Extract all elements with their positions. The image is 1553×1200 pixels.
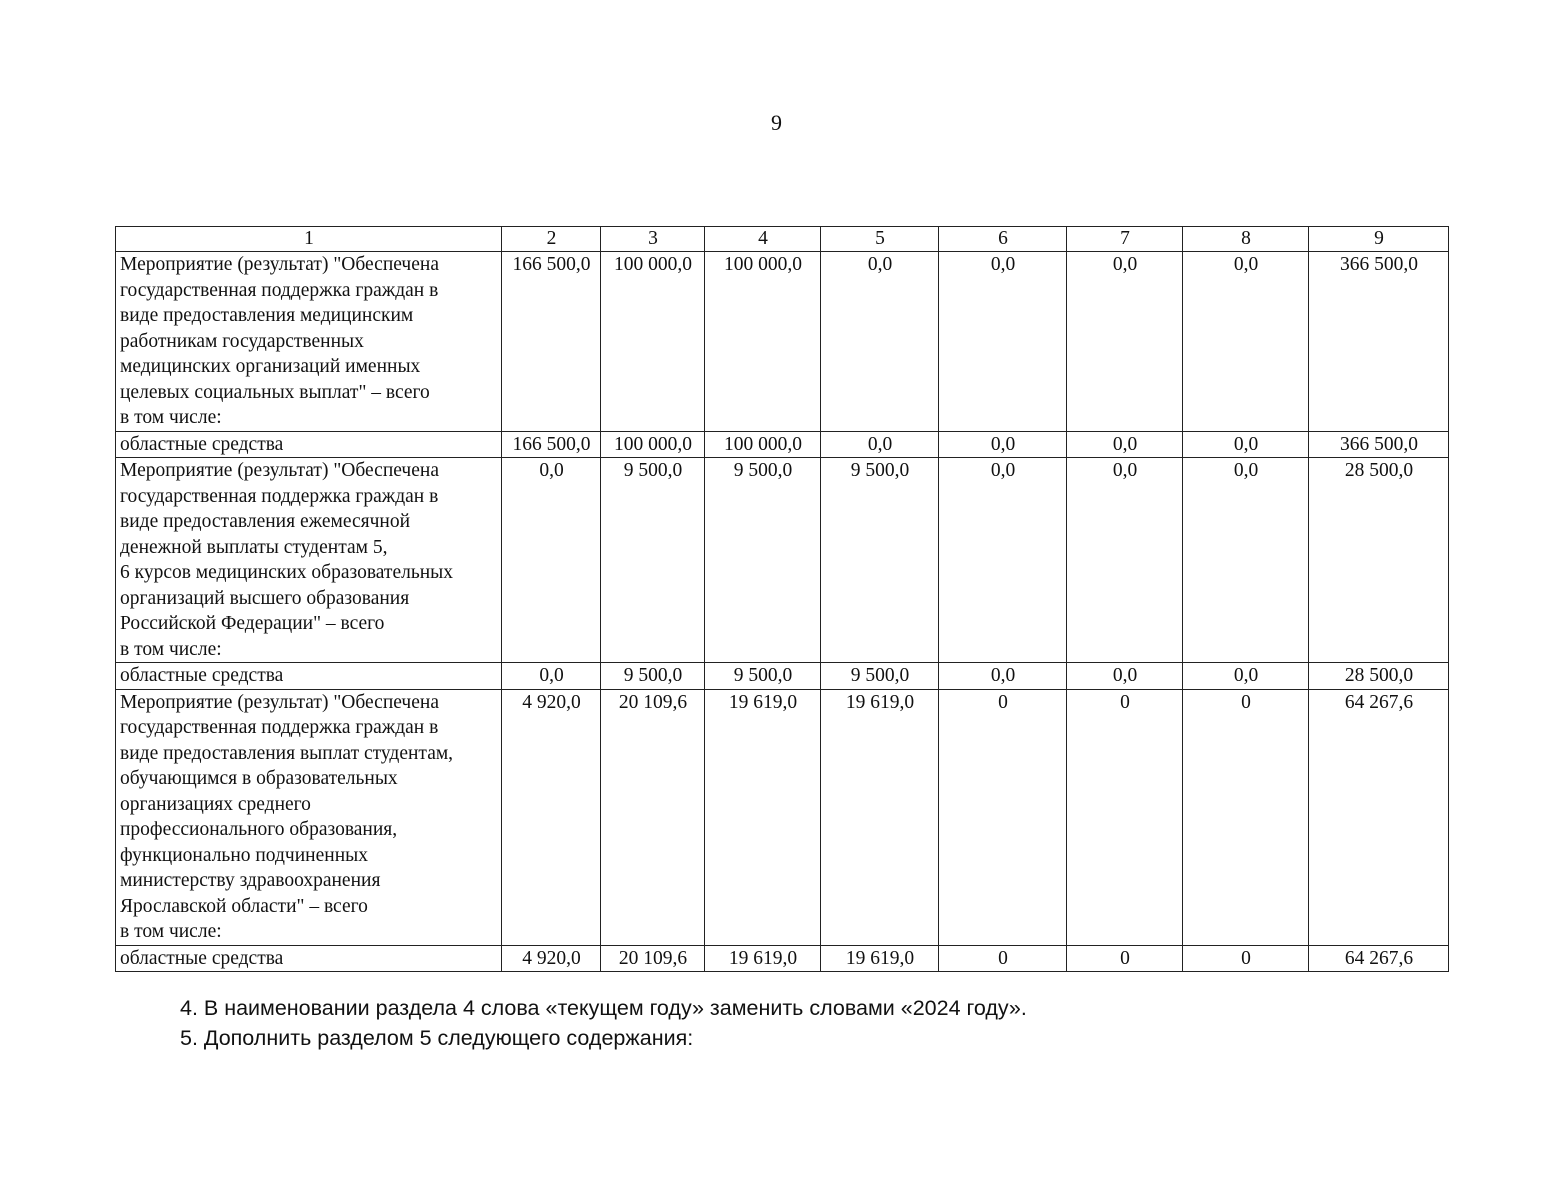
value-cell: 64 267,6 — [1309, 689, 1449, 945]
value-cell: 19 619,0 — [821, 945, 939, 972]
description-line: государственная поддержка граждан в — [120, 485, 439, 507]
value-cell: 19 619,0 — [821, 689, 939, 945]
description-line: государственная поддержка граждан в — [120, 279, 439, 301]
description-line: Ярославской области" – всего — [120, 895, 368, 917]
description-line: виде предоставления ежемесячной — [120, 511, 411, 532]
header-row — [116, 227, 1449, 252]
description-line: областные средства — [120, 433, 284, 455]
column-header: 9 — [1309, 227, 1449, 252]
value-cell: 0,0 — [1067, 431, 1183, 458]
value-cell: 9 500,0 — [821, 663, 939, 690]
table-row — [116, 431, 1449, 458]
value-cell: 0 — [1183, 945, 1309, 972]
value-cell: 4 920,0 — [502, 945, 601, 972]
value-cell: 0,0 — [939, 663, 1067, 690]
value-cell: 0,0 — [1067, 458, 1183, 663]
description-line: Мероприятие (результат) "Обеспечена — [120, 460, 439, 481]
table-row — [116, 458, 1449, 663]
column-header: 5 — [821, 227, 939, 252]
value-cell: 20 109,6 — [601, 945, 705, 972]
value-cell: 0,0 — [821, 252, 939, 432]
value-cell: 0 — [1183, 689, 1309, 945]
value-cell: 0,0 — [1183, 431, 1309, 458]
page-number: 9 — [771, 110, 782, 135]
row-description — [116, 252, 502, 432]
table-row — [116, 689, 1449, 945]
value-cell: 0,0 — [1183, 252, 1309, 432]
description-line: областные средства — [120, 665, 284, 686]
column-header: 6 — [939, 227, 1067, 252]
value-cell: 366 500,0 — [1309, 431, 1449, 458]
value-cell: 0,0 — [1183, 663, 1309, 690]
value-cell: 20 109,6 — [601, 689, 705, 945]
value-cell: 0,0 — [502, 663, 601, 690]
description-line: Мероприятие (результат) "Обеспечена — [120, 254, 439, 275]
budget-table — [115, 226, 1449, 972]
value-cell: 100 000,0 — [705, 431, 821, 458]
value-cell: 0,0 — [939, 252, 1067, 432]
value-cell: 9 500,0 — [601, 458, 705, 663]
description-line: в том числе: — [120, 407, 222, 428]
row-description — [116, 458, 502, 663]
value-cell: 0 — [939, 689, 1067, 945]
value-cell: 100 000,0 — [601, 431, 705, 458]
value-cell: 100 000,0 — [705, 252, 821, 432]
value-cell: 19 619,0 — [705, 689, 821, 945]
description-line: в том числе: — [120, 638, 222, 660]
value-cell: 0,0 — [1067, 663, 1183, 690]
row-description — [116, 945, 502, 972]
value-cell: 28 500,0 — [1309, 458, 1449, 663]
column-header: 2 — [502, 227, 601, 252]
description-line: Мероприятие (результат) "Обеспечена — [120, 691, 439, 713]
value-cell: 0,0 — [1067, 252, 1183, 432]
description-line: 6 курсов медицинских образовательных — [120, 562, 454, 583]
value-cell: 0,0 — [502, 458, 601, 663]
description-line: организациях среднего — [120, 793, 311, 815]
value-cell: 0,0 — [939, 431, 1067, 458]
value-cell: 9 500,0 — [821, 458, 939, 663]
description-line: министерству здравоохранения — [120, 870, 381, 891]
paragraph-item-4: 4. В наименовании раздела 4 слова «текущем году» заменить словами «2024 году». — [180, 996, 1027, 1020]
value-cell: 366 500,0 — [1309, 252, 1449, 432]
description-line: виде предоставления выплат студентам, — [120, 742, 454, 764]
value-cell: 19 619,0 — [705, 945, 821, 972]
value-cell: 28 500,0 — [1309, 663, 1449, 690]
table-row — [116, 663, 1449, 690]
row-description — [116, 663, 502, 690]
description-line: виде предоставления медицинским — [120, 305, 414, 326]
row-description — [116, 689, 502, 945]
value-cell: 9 500,0 — [705, 458, 821, 663]
column-header: 4 — [705, 227, 821, 252]
description-line: денежной выплаты студентам 5, — [120, 536, 388, 558]
value-cell: 0 — [1067, 945, 1183, 972]
value-cell: 0 — [1067, 689, 1183, 945]
column-header: 3 — [601, 227, 705, 252]
row-description — [116, 431, 502, 458]
value-cell: 0,0 — [1183, 458, 1309, 663]
column-header: 1 — [116, 227, 502, 252]
column-header: 7 — [1067, 227, 1183, 252]
description-line: Российской Федерации" – всего — [120, 613, 385, 634]
description-line: государственная поддержка граждан в — [120, 717, 439, 738]
description-line: профессионального образования, — [120, 819, 398, 840]
value-cell: 64 267,6 — [1309, 945, 1449, 972]
description-line: функционально подчиненных — [120, 844, 368, 866]
description-line: медицинских организаций именных — [120, 356, 421, 377]
value-cell: 0 — [939, 945, 1067, 972]
value-cell: 0,0 — [821, 431, 939, 458]
description-line: организаций высшего образования — [120, 587, 410, 609]
column-header: 8 — [1183, 227, 1309, 252]
value-cell: 0,0 — [939, 458, 1067, 663]
value-cell: 9 500,0 — [705, 663, 821, 690]
table-row — [116, 252, 1449, 432]
paragraph-item-5: 5. Дополнить разделом 5 следующего содержания: — [180, 1026, 694, 1050]
value-cell: 100 000,0 — [601, 252, 705, 432]
value-cell: 9 500,0 — [601, 663, 705, 690]
description-line: областные средства — [120, 947, 284, 969]
value-cell: 166 500,0 — [502, 431, 601, 458]
description-line: целевых социальных выплат" – всего — [120, 381, 430, 403]
value-cell: 166 500,0 — [502, 252, 601, 432]
description-line: обучающимся в образовательных — [120, 768, 398, 789]
budget-table-container — [115, 226, 1448, 972]
description-line: работникам государственных — [120, 330, 364, 352]
table-row — [116, 945, 1449, 972]
description-line: в том числе: — [120, 921, 222, 942]
value-cell: 4 920,0 — [502, 689, 601, 945]
table-body — [116, 227, 1449, 972]
